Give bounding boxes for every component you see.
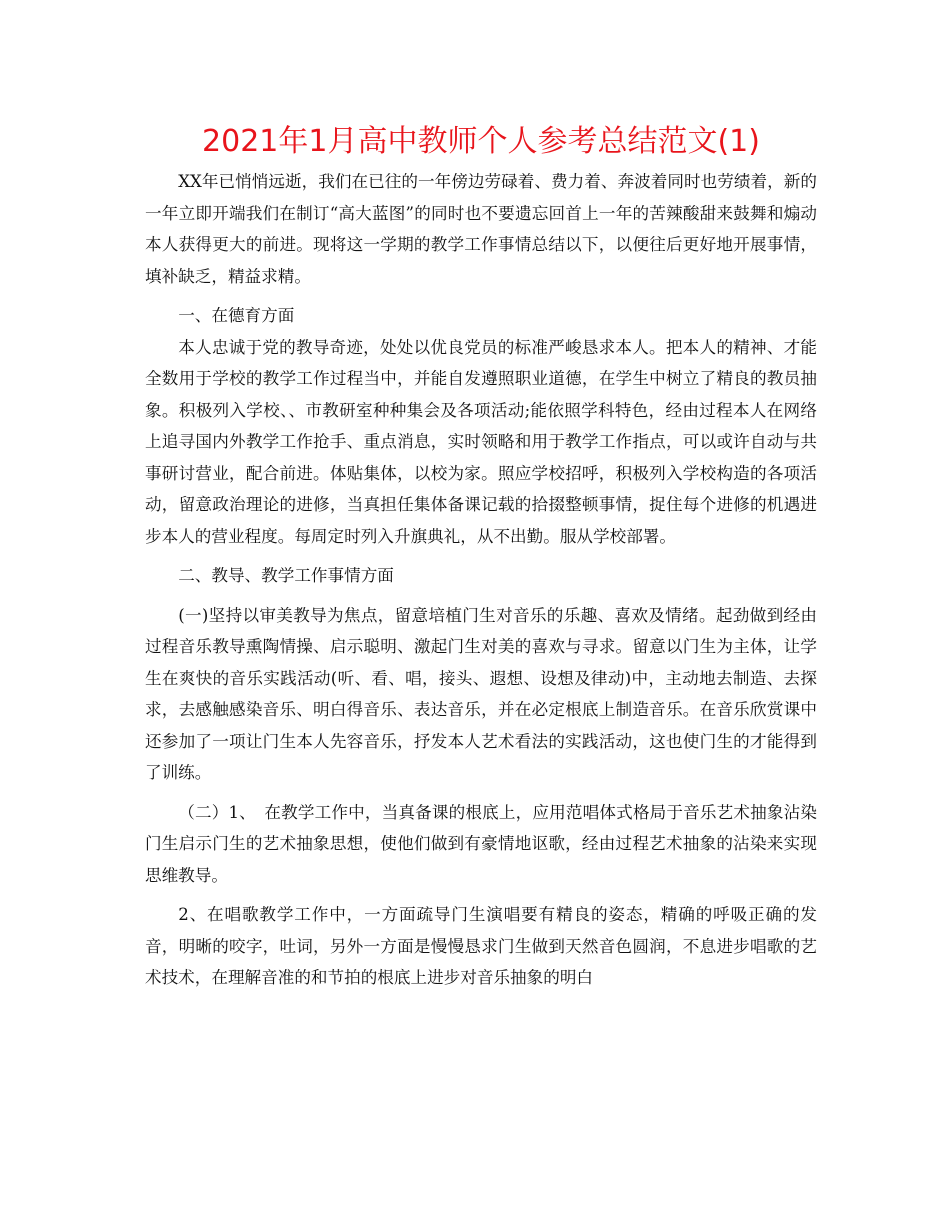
section-heading-teaching-work: 二、教导、教学工作事情方面 [178, 566, 394, 585]
paragraph-teaching-point-2: 2、在唱歌教学工作中，一方面疏导门生演唱要有精良的姿态，精确的呼吸正确的发音，明晰的咬字，吐词，另外一方面是慢慢恳求门生做到天然音色圆润，不息进步唱歌的艺术技术，在理解音准的和节拍的根底上进步对音乐抽象的明白 [145, 905, 817, 987]
paragraph-moral-education: 本人忠诚于党的教导奇迹，处处以优良党员的标准严峻恳求本人。把本人的精神、才能全数用于学校的教学工作过程当中，并能自发遵照职业道德，在学生中树立了精良的教员抽象。积极列入学校、、市教研室种种集会及各项活动;能依照学科特色，经由过程本人在网络上追寻国内外教学工作抢手、重点消息，实时领略和用于教学工作指点，可以或许自动与共事研讨营业，配合前进。体贴集体，以校为家。照应学校招呼，积极列入学校构造的各项活动，留意政治理论的进修，当真担任集体备课记载的拾掇整顿事情，捉住每个进修的机遇进步本人的营业程度。每周定时列入升旗典礼，从不出勤。服从学校部署。 [145, 337, 817, 546]
section-heading-moral-education: 一、在德育方面 [178, 306, 295, 325]
paragraph-teaching-point-1: （二）1、 在教学工作中，当真备课的根底上，应用范唱体式格局于音乐艺术抽象沾染门生启示门生的艺术抽象思想，使他们做到有豪情地讴歌，经由过程艺术抽象的沾染来实现思维教导。 [145, 802, 817, 885]
paragraph-intro: XX年已悄悄远逝，我们在已往的一年傍边劳碌着、费力着、奔波着同时也劳绩着，新的一年立即开端我们在制订“高大蓝图”的同时也不要遗忘回首上一年的苦辣酸甜来鼓舞和煽动本人获得更大的前进。现将这一学期的教学工作事情总结以下，以便往后更好地开展事情，填补缺乏，精益求精。 [145, 172, 817, 286]
paragraph-aesthetic-education: (一)坚持以审美教导为焦点，留意培植门生对音乐的乐趣、喜欢及情绪。起劲做到经由过程音乐教导熏陶情操、启示聪明、激起门生对美的喜欢与寻求。留意以门生为主体，让学生在爽快的音乐实践活动(听、看、唱，接头、遐想、设想及律动)中，主动地去制造、去探求，去感触感染音乐、明白得音乐、表达音乐，并在必定根底上制造音乐。在音乐欣赏课中还参加了一项让门生本人先容音乐，抒发本人艺术看法的实践活动，这也使门生的才能得到了训练。 [145, 605, 817, 782]
document-title: 2021年1月高中教师个人参考总结范文(1) [202, 124, 760, 159]
document-page [145, 122, 817, 994]
